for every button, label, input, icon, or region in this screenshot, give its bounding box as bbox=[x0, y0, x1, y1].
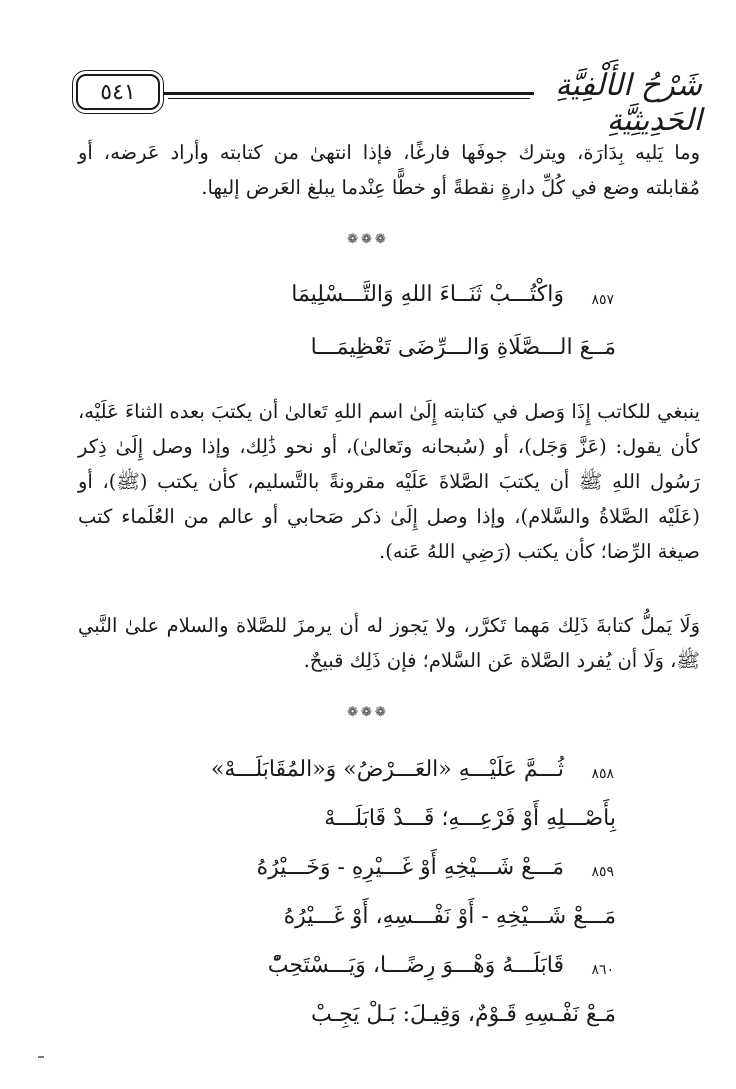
section-separator: ❁❁❁ bbox=[347, 705, 389, 720]
verse-number: ٨٥٧ bbox=[591, 292, 614, 308]
verse-line-first: قَابَلَـــهُ وَهْـــوَ رِضًـــا، وَيَـــسْتَحِبّْ bbox=[267, 953, 564, 978]
verse-line-second: مَـعْ نَفْـسِهِ قَـوْمٌ، وَقِيـلَ: بَـلْ يَجِـبْ bbox=[311, 1002, 616, 1027]
verse-line-second: مَـــعْ شَـــيْخِهِ - أَوْ نَفْـــسِهِ، أَوْ غَـــيْرُهُ bbox=[283, 904, 616, 929]
verse-number: ٨٦٠ bbox=[591, 962, 614, 978]
header-rule bbox=[164, 92, 534, 95]
verse-line-second: بِأَصْـــلِهِ أَوْ فَرْعِـــهِ؛ قَـــدْ قَابَلَـــهْ bbox=[324, 806, 616, 831]
verse-number: ٨٥٨ bbox=[591, 766, 614, 782]
verse-line-first: مَـــعْ شَـــيْخِهِ أَوْ غَـــيْرِهِ - وَخَـــيْرُهُ bbox=[256, 855, 564, 880]
page-number: ٥٤١ bbox=[76, 74, 160, 110]
page-header bbox=[72, 62, 702, 138]
verse-number: ٨٥٩ bbox=[591, 864, 614, 880]
section-separator: ❁❁❁ bbox=[347, 232, 389, 247]
paragraph-1: وما يَليه بِدَارَة، ويترك جوفَها فارغًا، فإذا انتهىٰ من كتابته وأراد عَرضه، أو مُقابلته وضع في كُلِّ دارةٍ نقطةً أو خطًّا عِنْدما يبلغ العَرض إليها. bbox=[78, 141, 700, 199]
header-rule-thin bbox=[168, 98, 530, 99]
paragraph-2: ينبغي للكاتب إِذَا وَصل في كتابته إِلَىٰ اسم اللهِ تَعالىٰ أن يكتبَ بعده الثناءَ عَلَيْه، كأن يقول: (عَزَّ وَجَل)، أو (سُبحانه وتَعالىٰ)، أو نحو ذَٰلِك، وإذا وصل إِلَىٰ ذِكر رَسُول اللهِ ﷺ أن يكتبَ الصَّلاةَ عَلَيْه مقرونةً بالتَّسليم، كأن يكتب (ﷺ)، أو (عَلَيْه الصَّلاةُ والسَّلام)، وإذا وصل إِلَىٰ ذكر صَحابي أو عالم من العُلَماء كتب صيغة الرِّضا؛ كأن يكتب (رَضِي اللهُ عَنه). bbox=[78, 400, 700, 563]
book-title: شَرْحُ الأَلْفِيَّةِ الحَدِيثِيَّةِ bbox=[555, 68, 702, 138]
verse-line-first: وَاكْتُـــبْ ثَنَــاءَ اللهِ وَالتَّـــسْلِيمَا bbox=[291, 282, 564, 307]
paragraph-3: وَلَا يَملُّ كتابةَ ذَلِك مَهما تَكرَّر، ولا يَجوز له أن يرمزَ للصَّلاة والسلام علىٰ النَّبي ﷺ، وَلَا أن يُفرد الصَّلاة عَن السَّلام؛ فإن ذَلِك قبيحٌ. bbox=[78, 614, 700, 672]
verse-line-second: مَــعَ الـــصَّلَاةِ وَالـــرِّضَى تَعْظِيمَـــا bbox=[310, 335, 616, 360]
verse-line-first: ثُـــمَّ عَلَيْـــهِ «العَـــرْضُ» وَ«المُقَابَلَـــهْ» bbox=[210, 757, 564, 782]
scan-mark bbox=[38, 1056, 44, 1058]
